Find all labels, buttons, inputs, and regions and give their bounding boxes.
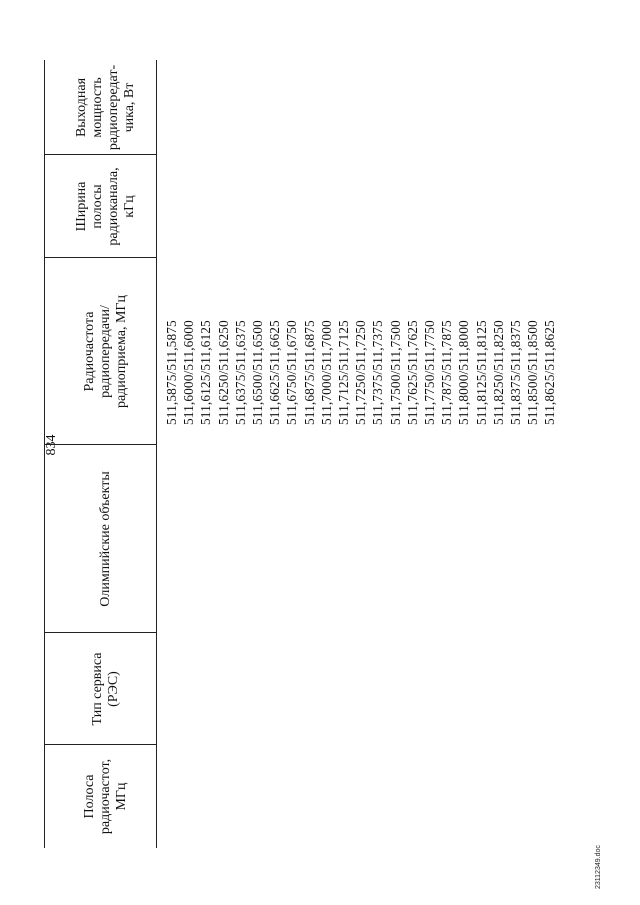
frequency-row: 511,7500/511,7500 — [387, 320, 403, 425]
frequency-row: 511,6875/511,6875 — [301, 320, 317, 425]
frequency-row: 511,8625/511,8625 — [542, 320, 558, 425]
frequency-row: 511,6750/511,6750 — [284, 320, 300, 425]
header-cell-radio-frequency — [56, 258, 156, 445]
header-cell-band — [56, 745, 156, 848]
frequency-row: 511,6250/511,6250 — [215, 320, 231, 425]
frequency-row: 511,8125/511,8125 — [473, 320, 489, 425]
frequency-row: 511,8500/511,8500 — [525, 320, 541, 425]
frequency-row: 511,7375/511,7375 — [370, 320, 386, 425]
frequency-row: 511,8375/511,8375 — [508, 320, 524, 425]
header-service-type-text: Тип сервиса (РЭС) — [90, 652, 121, 726]
frequency-row: 511,8250/511,8250 — [490, 320, 506, 425]
frequency-row: 511,7625/511,7625 — [404, 320, 420, 425]
header-cell-olympic-objects — [56, 445, 156, 633]
frequency-row: 511,7875/511,7875 — [439, 320, 455, 425]
header-cell-service-type — [56, 633, 156, 745]
header-radio-frequency-text: Радиочастота радиопередачи/ радиоприема, МГц — [82, 294, 129, 409]
frequency-row: 511,7250/511,7250 — [353, 320, 369, 425]
frequency-row: 511,6125/511,6125 — [198, 320, 214, 425]
header-bandwidth-text: Ширина полосы радиоканала, кГц — [74, 167, 137, 246]
page-number: 834 — [44, 434, 59, 456]
header-cell-output-power — [56, 60, 156, 155]
frequency-row: 511,6500/511,6500 — [250, 320, 266, 425]
frequency-row: 511,8000/511,8000 — [456, 320, 472, 425]
header-olympic-objects-text: Олимпийские объекты — [98, 471, 113, 607]
frequency-row: 511,7125/511,7125 — [336, 320, 352, 425]
header-cell-bandwidth — [56, 155, 156, 258]
frequency-row: 511,6000/511,6000 — [181, 320, 197, 425]
frequency-row: 511,6375/511,6375 — [232, 320, 248, 425]
table-top-border — [44, 60, 45, 848]
header-output-power-text: Выходная мощность радиопередат- чика, Вт — [74, 64, 137, 151]
header-band-text: Полоса радиочастот, МГц — [82, 758, 129, 835]
frequency-row: 511,6625/511,6625 — [267, 320, 283, 425]
frequency-row: 511,7000/511,7000 — [318, 320, 334, 425]
document-id: 23112349.doc — [595, 845, 602, 889]
frequency-row: 511,5875/511,5875 — [164, 320, 179, 425]
header-bottom-border — [156, 60, 157, 848]
frequency-list — [163, 265, 559, 425]
frequency-row: 511,7750/511,7750 — [422, 320, 438, 425]
